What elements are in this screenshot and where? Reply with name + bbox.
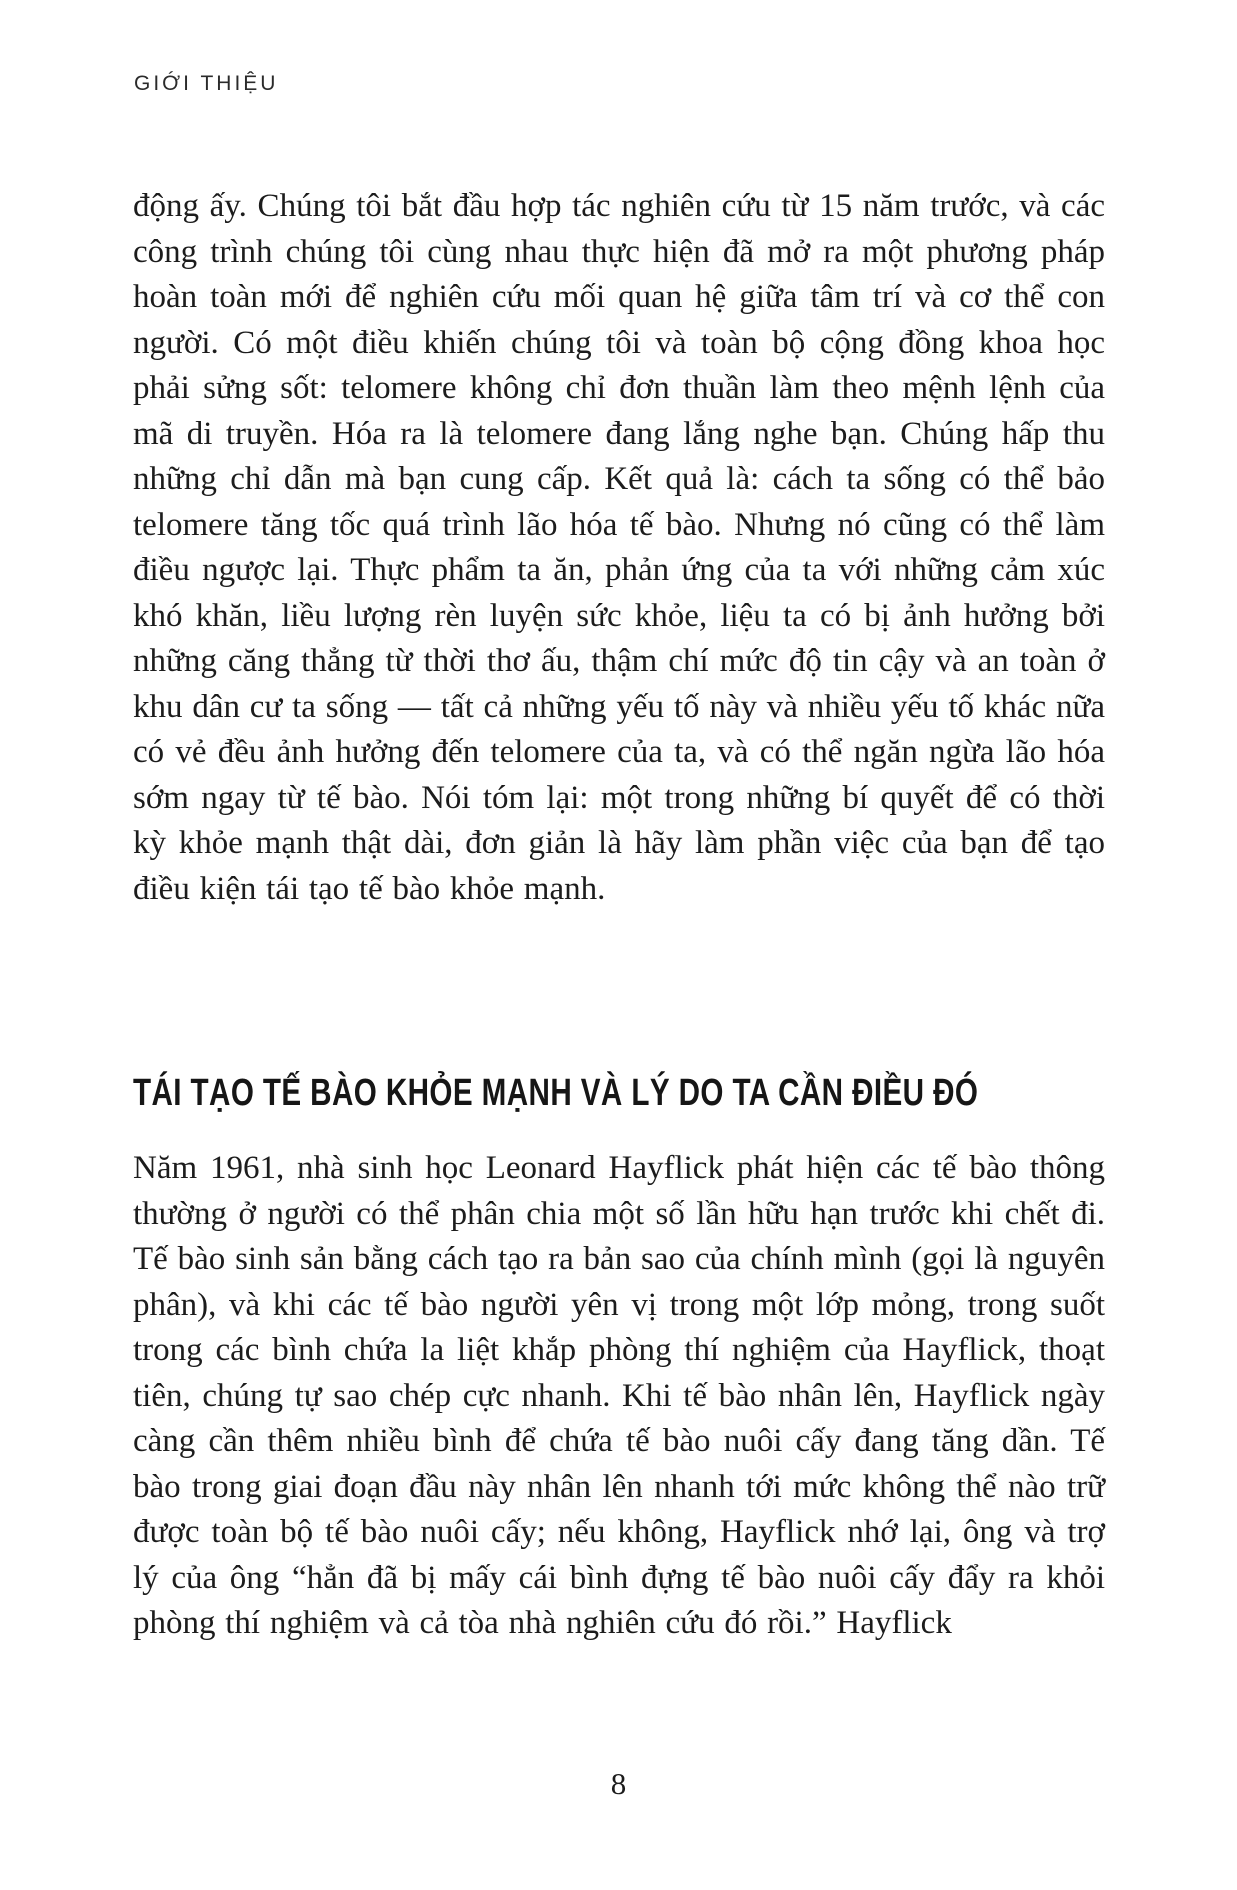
body-paragraph-2: Năm 1961, nhà sinh học Leonard Hayflick phát hiện các tế bào thông thường ở người có thể phân chia một số lần hữu hạn trước khi chết đi. Tế bào sinh sản bằng cách tạo ra bản sao của chính mình (gọi là nguyên phân), và khi các tế bào người yên vị trong một lớp mỏng, trong suốt trong các bình chứa la liệt khắp phòng thí nghiệm của Hayflick, thoạt tiên, chúng tự sao chép cực nhanh. Khi tế bào nhân lên, Hayflick ngày càng cần thêm nhiều bình để chứa tế bào nuôi cấy đang tăng dần. Tế bào trong giai đoạn đầu này nhân lên nhanh tới mức không thể nào trữ được toàn bộ tế bào nuôi cấy; nếu không, Hayflick nhớ lại, ông và trợ lý của ông “hẳn đã bị mấy cái bình đựng tế bào nuôi cấy đẩy ra khỏi phòng thí nghiệm và cả tòa nhà nghiên cứu đó rồi.” Hayflick [133,1150,1105,1641]
body-paragraph-1: động ấy. Chúng tôi bắt đầu hợp tác nghiên cứu từ 15 năm trước, và các công trình chúng tôi cùng nhau thực hiện đã mở ra một phương pháp hoàn toàn mới để nghiên cứu mối quan hệ giữa tâm trí và cơ thể con người. Có một điều khiến chúng tôi và toàn bộ cộng đồng khoa học phải sửng sốt: telomere không chỉ đơn thuần làm theo mệnh lệnh của mã di truyền. Hóa ra là telomere đang lắng nghe bạn. Chúng hấp thu những chỉ dẫn mà bạn cung cấp. Kết quả là: cách ta sống có thể bảo telomere tăng tốc quá trình lão hóa tế bào. Nhưng nó cũng có thể làm điều ngược lại. Thực phẩm ta ăn, phản ứng của ta với những cảm xúc khó khăn, liều lượng rèn luyện sức khỏe, liệu ta có bị ảnh hưởng bởi những căng thẳng từ thời thơ ấu, thậm chí mức độ tin cậy và an toàn ở khu dân cư ta sống — tất cả những yếu tố này và nhiều yếu tố khác nữa có vẻ đều ảnh hưởng đến telomere của ta, và có thể ngăn ngừa lão hóa sớm ngay từ tế bào. Nói tóm lại: một trong những bí quyết để có thời kỳ khỏe mạnh thật dài, đơn giản là hãy làm phần việc của bạn để tạo điều kiện tái tạo tế bào khỏe mạnh. [133,188,1105,907]
page-number: 8 [610,1766,627,1801]
running-header: GIỚI THIỆU [134,72,279,95]
section-heading: TÁI TẠO TẾ BÀO KHỎE MẠNH VÀ LÝ DO TA CẦN ĐIỀU ĐÓ [133,1072,979,1114]
